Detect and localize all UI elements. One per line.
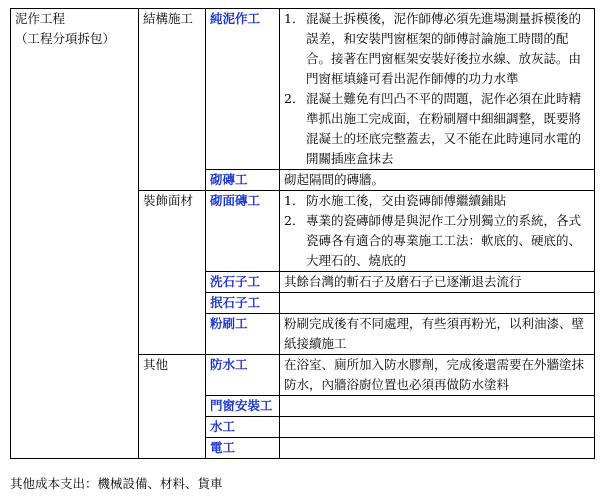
main-category-cell [11,9,139,459]
item-desc-chiseled-stone [280,293,595,314]
item-label-washed-stone: 洗石子工 [206,272,280,293]
item-label-window-install: 門窗安裝工 [206,396,280,417]
item-desc-electric [280,438,595,459]
main-category-note: （工程分項拆包） [15,31,116,46]
table-row [11,9,595,170]
item-desc-pure-masonry [280,9,595,170]
item-desc-washed-stone: 其餘台灣的斬石子及磨石子已逐漸退去流行 [280,272,595,293]
list-item: 2． 專業的瓷磚師傅是與泥作工分別獨立的系統，各式瓷磚各有適合的專業施工工法：軟底的、硬底的、大理石的、燒底的 [284,213,582,268]
group-structure: 結構施工 [139,9,206,191]
item-desc-window-install [280,396,595,417]
item-label-brick: 砌磚工 [206,170,280,191]
masonry-cost-table [10,8,595,459]
main-category: 泥作工程 [15,11,66,26]
item-label-plaster: 粉刷工 [206,314,280,355]
item-label-waterproof: 防水工 [206,355,280,396]
item-label-tile: 砌面磚工 [206,191,280,272]
list-item: 1． 混凝土拆模後，泥作師傅必須先進場測量拆模後的誤差，和安裝門窗框架的師傅討論施工時間的配合。接著在門窗框架安裝好後拉水線、放灰誌。由門窗框填縫可看出泥作師傅的功力水準 [284,11,582,86]
group-decoration: 裝飾面材 [139,191,206,355]
item-label-plumbing: 水工 [206,417,280,438]
item-desc-plumbing [280,417,595,438]
item-desc-tile [280,191,595,272]
list-item: 1． 防水施工後，交由瓷磚師傅繼續鋪貼 [284,193,507,208]
item-label-chiseled-stone: 抿石子工 [206,293,280,314]
item-label-electric: 電工 [206,438,280,459]
item-desc-plaster: 粉刷完成後有不同處理，有些須再粉光，以利油漆、壁紙接續施工 [280,314,595,355]
footer-note: 其他成本支出：機械設備、材料、貨車 [10,476,223,491]
item-label-pure-masonry: 純泥作工 [206,9,280,170]
list-item: 2． 混凝土難免有凹凸不平的問題，泥作必須在此時精準抓出施工完成面，在粉刷層中細細調整，既要將混凝土的坯底完整蓋去，又不能在此時連同水電的開關插座盒抹去 [284,91,582,166]
group-other: 其他 [139,355,206,459]
item-desc-waterproof: 在浴室、廁所加入防水膠劑，完成後還需要在外牆塗抹防水，內牆浴廚位置也必須再做防水塗料 [280,355,595,396]
item-desc-brick: 砌起隔間的磚牆。 [280,170,595,191]
